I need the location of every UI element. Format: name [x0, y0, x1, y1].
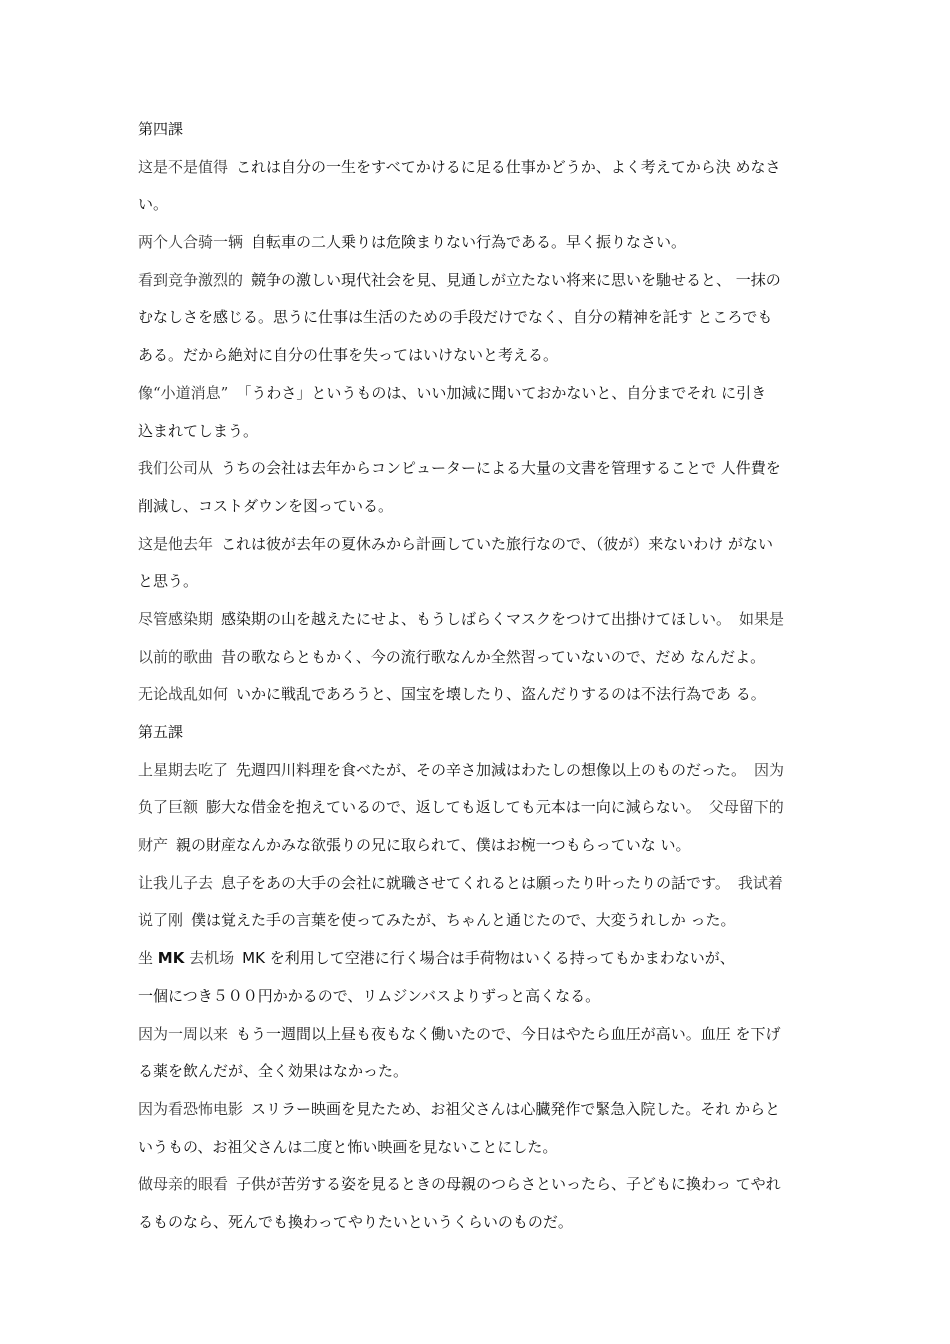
- japanese-sentence: ある。だから絶対に自分の仕事を失ってはいけないと考える。: [138, 346, 559, 365]
- japanese-sentence: 息子をあの大手の会社に就職させてくれるとは願ったり叶ったりの話です。: [221, 873, 730, 892]
- japanese-sentence: 競争の激しい現代社会を見、見通しが立たない将来に思いを馳せると、 一抹の: [251, 270, 781, 289]
- sentence-line: [138, 644, 828, 682]
- lesson-heading: [138, 116, 828, 154]
- japanese-sentence: 子供が苦労する姿を見るときの母親のつらさといったら、子どもに換わっ てやれ: [236, 1175, 781, 1194]
- chinese-prompt: 这是他去年: [138, 534, 214, 553]
- chinese-prompt: 让我儿子去: [138, 873, 214, 892]
- chinese-prompt: 以前的歌曲: [138, 647, 214, 666]
- chinese-prompt: 我们公司从: [138, 459, 214, 478]
- chinese-prompt: 像“小道消息”: [138, 383, 229, 402]
- japanese-sentence: 僕は覚えた手の言葉を使ってみたが、ちゃんと通じたので、大変うれしか った。: [191, 911, 736, 930]
- chinese-prompt-next: 因为: [754, 760, 785, 779]
- japanese-sentence: 一個につき５００円かかるので、リムジンバスよりずっと高くなる。: [138, 986, 601, 1005]
- japanese-sentence: 自転車の二人乗りは危険まりない行為である。早く振りなさい。: [251, 233, 687, 252]
- sentence-line: [138, 455, 828, 493]
- sentence-line: [138, 870, 828, 908]
- sentence-continuation: [138, 342, 828, 380]
- document-body: [138, 116, 828, 1247]
- chinese-prompt: 上星期去吃了: [138, 760, 229, 779]
- japanese-sentence: スリラー映画を見たため、お祖父さんは心臓発作で緊急入院した。それ からと: [251, 1099, 781, 1118]
- sentence-line: [138, 794, 828, 832]
- japanese-sentence: むなしさを感じる。思うに仕事は生活のための手段だけでなく、自分の精神を託す ところでも: [138, 308, 773, 327]
- sentence-continuation: [138, 304, 828, 342]
- japanese-sentence: 昔の歌ならともかく、今の流行歌なんか全然習っていないので、だめ なんだよ。: [221, 647, 766, 666]
- sentence-line: [138, 531, 828, 569]
- japanese-sentence: 親の財産なんかみな欲張りの兄に取られて、僕はお椀一つもらっていな い。: [176, 836, 691, 855]
- chinese-prompt: 说了刚: [138, 911, 184, 930]
- sentence-line: [138, 1096, 828, 1134]
- sentence-continuation: [138, 493, 828, 531]
- sentence-line: [138, 229, 828, 267]
- sentence-line: [138, 267, 828, 305]
- japanese-sentence: いかに戦乱であろうと、国宝を壊したり、盗んだりするのは不法行為であ る。: [236, 685, 766, 704]
- japanese-sentence: 膨大な借金を抱えているので、返しても返しても元本は一向に減らない。: [206, 798, 701, 817]
- chinese-prompt: 两个人合骑一辆: [138, 233, 244, 252]
- sentence-line: [138, 681, 828, 719]
- sentence-continuation: [138, 1134, 828, 1172]
- heading-text: 第五課: [138, 723, 184, 741]
- japanese-sentence: 「うわさ」というものは、いい加減に聞いておかないと、自分までそれ に引き: [236, 383, 767, 402]
- chinese-prompt: 因为一周以来: [138, 1024, 229, 1043]
- chinese-prompt: 因为看恐怖电影: [138, 1099, 244, 1118]
- chinese-prompt-next: 如果是: [739, 609, 785, 628]
- chinese-prompt: 坐: [138, 949, 154, 968]
- sentence-line: [138, 832, 828, 870]
- sentence-continuation: [138, 418, 828, 456]
- japanese-sentence: るものなら、死んでも換わってやりたいというくらいのものだ。: [138, 1212, 573, 1231]
- japanese-sentence: る薬を飲んだが、全く効果はなかった。: [138, 1062, 409, 1081]
- japanese-sentence: うちの会社は去年からコンピューターによる大量の文書を管理することで 人件費を: [221, 459, 781, 478]
- japanese-sentence: と思う。: [138, 572, 199, 591]
- sentence-line: [138, 757, 828, 795]
- sentence-continuation: [138, 568, 828, 606]
- lesson-heading: [138, 719, 828, 757]
- sentence-continuation: [138, 191, 828, 229]
- sentence-line: [138, 606, 828, 644]
- japanese-sentence: いうもの、お祖父さんは二度と怖い映画を見ないことにした。: [138, 1137, 558, 1156]
- sentence-line: [138, 380, 828, 418]
- sentence-line: [138, 945, 828, 983]
- sentence-continuation: [138, 983, 828, 1021]
- sentence-line: [138, 1171, 828, 1209]
- japanese-sentence: MK を利用して空港に行く場合は手荷物はいくる持ってもかまわないが、: [242, 949, 735, 968]
- japanese-sentence: 先週四川料理を食べたが、その辛さ加減はわたしの想像以上のものだった。: [236, 760, 747, 779]
- sentence-continuation: [138, 1209, 828, 1247]
- chinese-prompt: 无论战乱如何: [138, 685, 229, 704]
- chinese-prompt: 负了巨额: [138, 798, 199, 817]
- japanese-sentence: 込まれてしまう。: [138, 421, 259, 440]
- chinese-prompt: 看到竞争激烈的: [138, 270, 244, 289]
- chinese-prompt-next: 我试着: [737, 873, 783, 892]
- chinese-prompt: 这是不是值得: [138, 157, 229, 176]
- sentence-line: [138, 154, 828, 192]
- japanese-sentence: もう一週間以上昼も夜もなく働いたので、今日はやたら血圧が高い。血圧 を下げ: [236, 1024, 781, 1043]
- chinese-prompt-tail: 去机场: [189, 949, 235, 968]
- chinese-prompt: 尽管感染期: [138, 609, 214, 628]
- japanese-sentence: 削減し、コストダウンを図っている。: [138, 496, 394, 515]
- chinese-prompt: 做母亲的眼看: [138, 1175, 229, 1194]
- japanese-sentence: 感染期の山を越えたにせよ、もうしばらくマスクをつけて出掛けてほしい。: [221, 609, 732, 628]
- japanese-sentence: これは彼が去年の夏休みから計画していた旅行なので、（彼が）来ないわけ がない: [221, 534, 773, 553]
- japanese-sentence: い。: [138, 195, 169, 214]
- sentence-line: [138, 907, 828, 945]
- japanese-sentence: これは自分の一生をすべてかけるに足る仕事かどうか、よく考えてから決 めなさ: [236, 157, 781, 176]
- mk-label: MK: [157, 949, 185, 968]
- heading-text: 第四課: [138, 120, 184, 138]
- chinese-prompt-next: 父母留下的: [708, 798, 784, 817]
- sentence-line: [138, 1021, 828, 1059]
- chinese-prompt: 财产: [138, 836, 169, 855]
- sentence-continuation: [138, 1058, 828, 1096]
